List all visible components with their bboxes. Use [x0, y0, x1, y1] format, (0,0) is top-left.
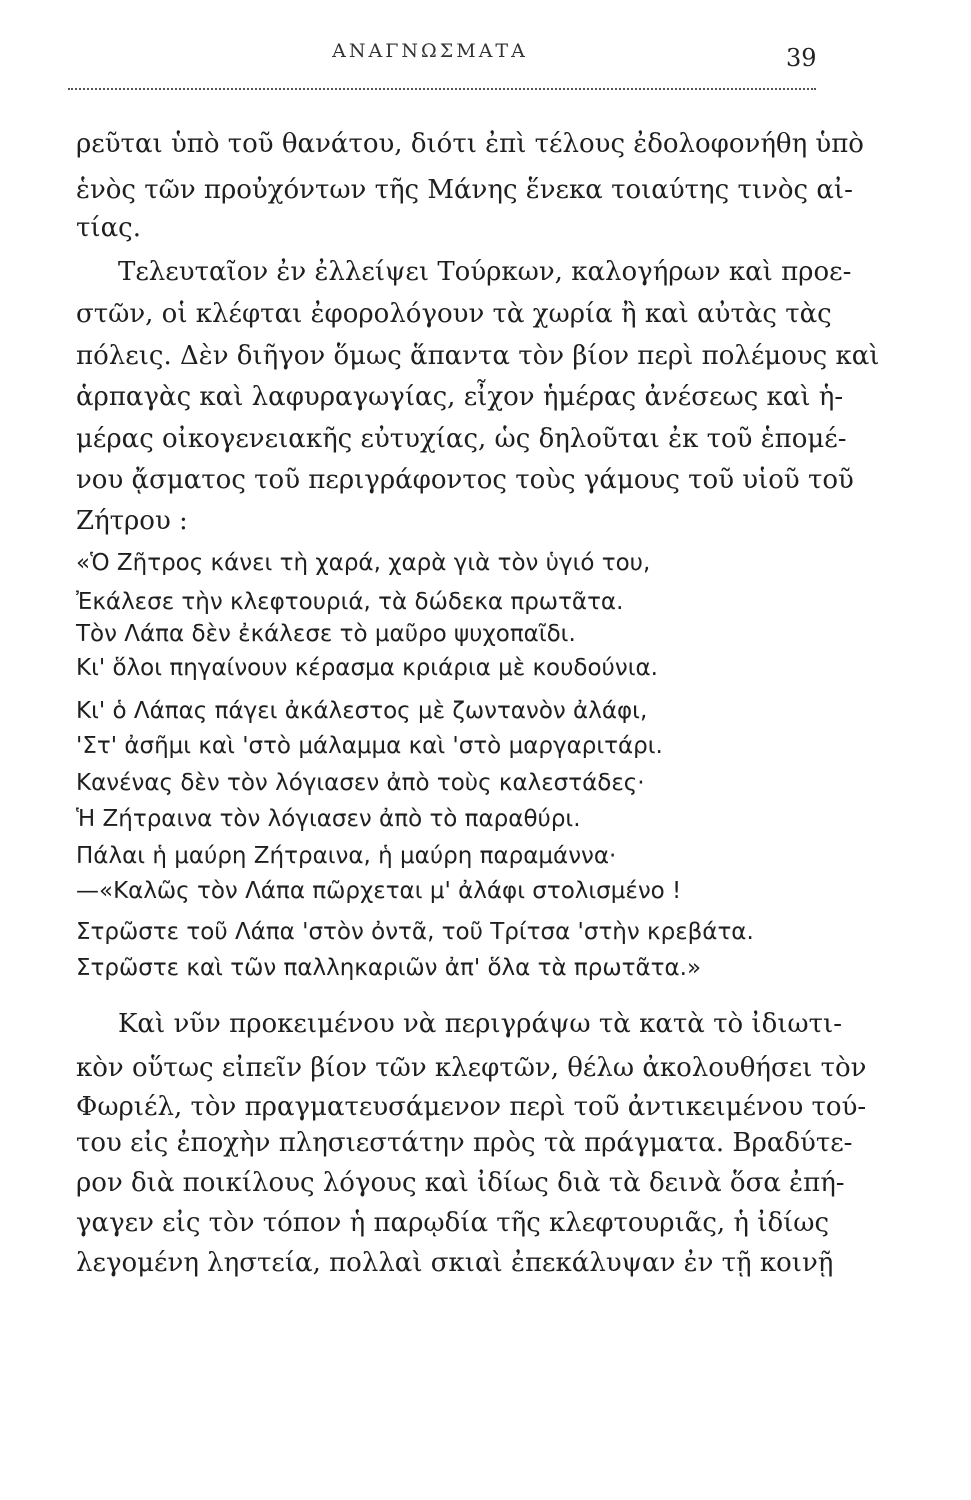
page-number: 39 — [786, 44, 817, 72]
text-line: γαγεν εἰς τὸν τόπον ἡ παρῳδία τῆς κλεφτουριᾶς, ἡ ἰδίως — [76, 1208, 830, 1238]
text-line: νου ᾄσματος τοῦ περιγράφοντος τοὺς γάμους τοῦ υἱοῦ τοῦ — [76, 465, 854, 495]
verse-line: Τὸν Λάπα δὲν ἐκάλεσε τὸ μαῦρο ψυχοπαῖδι. — [76, 621, 576, 647]
verse-line: —«Καλῶς τὸν Λάπα πῶρχεται μ' ἀλάφι στολισμένο ! — [76, 878, 682, 904]
verse-line: «Ὁ Ζῆτρος κάνει τὴ χαρά, χαρὰ γιὰ τὸν ὑγιό του, — [76, 550, 651, 576]
text-line: Ζήτρου : — [76, 506, 188, 536]
text-line: Φωριέλ, τὸν πραγματευσάμενον περὶ τοῦ ἀντικειμένου τού- — [76, 1092, 867, 1122]
text-line: ρεῦται ὑπὸ τοῦ θανάτου, διότι ἐπὶ τέλους ἐδολοφονήθη ὑπὸ — [76, 129, 864, 159]
text-line: Καὶ νῦν προκειμένου νὰ περιγράψω τὰ κατὰ τὸ ἰδιωτι- — [118, 1009, 842, 1039]
verse-line: Στρῶστε τοῦ Λάπα 'στὸν ὀντᾶ, τοῦ Τρίτσα 'στὴν κρεβάτα. — [76, 919, 754, 945]
verse-line: Ἐκάλεσε τὴν κλεφτουριά, τὰ δώδεκα πρωτᾶτα. — [76, 589, 624, 615]
verse-line: Στρῶστε καὶ τῶν παλληκαριῶν ἀπ' ὅλα τὰ πρωτᾶτα.» — [76, 955, 702, 981]
text-line: ἑνὸς τῶν προὐχόντων τῆς Μάνης ἕνεκα τοιαύτης τινὸς αἰ- — [76, 175, 853, 205]
text-line: λεγομένη ληστεία, πολλαὶ σκιαὶ ἐπεκάλυψαν ἐν τῇ κοινῇ — [76, 1248, 834, 1278]
header-rule — [68, 88, 816, 90]
verse-line: Κι' ὅλοι πηγαίνουν κέρασμα κριάρια μὲ κουδούνια. — [76, 655, 658, 681]
verse-line: Ἡ Ζήτραινα τὸν λόγιασεν ἀπὸ τὸ παραθύρι. — [76, 806, 581, 832]
text-line: τίας. — [76, 213, 141, 243]
verse-line: 'Στ' ἀσῆμι καὶ 'στὸ μάλαμμα καὶ 'στὸ μαργαριτάρι. — [76, 733, 663, 759]
verse-line: Κανένας δὲν τὸν λόγιασεν ἀπὸ τοὺς καλεστάδες· — [76, 770, 645, 796]
running-title: ΑΝΑΓΝΩΣΜΑΤΑ — [332, 40, 528, 62]
text-line: πόλεις. Δὲν διῆγον ὅμως ἅπαντα τὸν βίον περὶ πολέμους καὶ — [76, 341, 880, 371]
text-line: ρον διὰ ποικίλους λόγους καὶ ἰδίως διὰ τὰ δεινὰ ὅσα ἐπή- — [76, 1168, 845, 1198]
verse-line: Πάλαι ἡ μαύρη Ζήτραινα, ἡ μαύρη παραμάννα· — [76, 843, 617, 869]
text-line: μέρας οἰκογενειακῆς εὐτυχίας, ὡς δηλοῦται ἐκ τοῦ ἑπομέ- — [76, 424, 847, 454]
verse-line: Κι' ὁ Λάπας πάγει ἀκάλεστος μὲ ζωντανὸν ἀλάφι, — [76, 698, 648, 724]
text-line: Τελευταῖον ἐν ἐλλείψει Τούρκων, καλογήρων καὶ προε- — [118, 257, 852, 287]
text-line: στῶν, οἱ κλέφται ἐφορολόγουν τὰ χωρία ἢ καὶ αὐτὰς τὰς — [76, 299, 832, 329]
text-line: κὸν οὕτως εἰπεῖν βίον τῶν κλεφτῶν, θέλω ἀκολουθήσει τὸν — [76, 1053, 867, 1083]
text-line: του εἰς ἐποχὴν πλησιεστάτην πρὸς τὰ πράγματα. Βραδύτε- — [76, 1128, 853, 1158]
text-line: ἁρπαγὰς καὶ λαφυραγωγίας, εἶχον ἡμέρας ἀνέσεως καὶ ἡ- — [76, 382, 844, 412]
